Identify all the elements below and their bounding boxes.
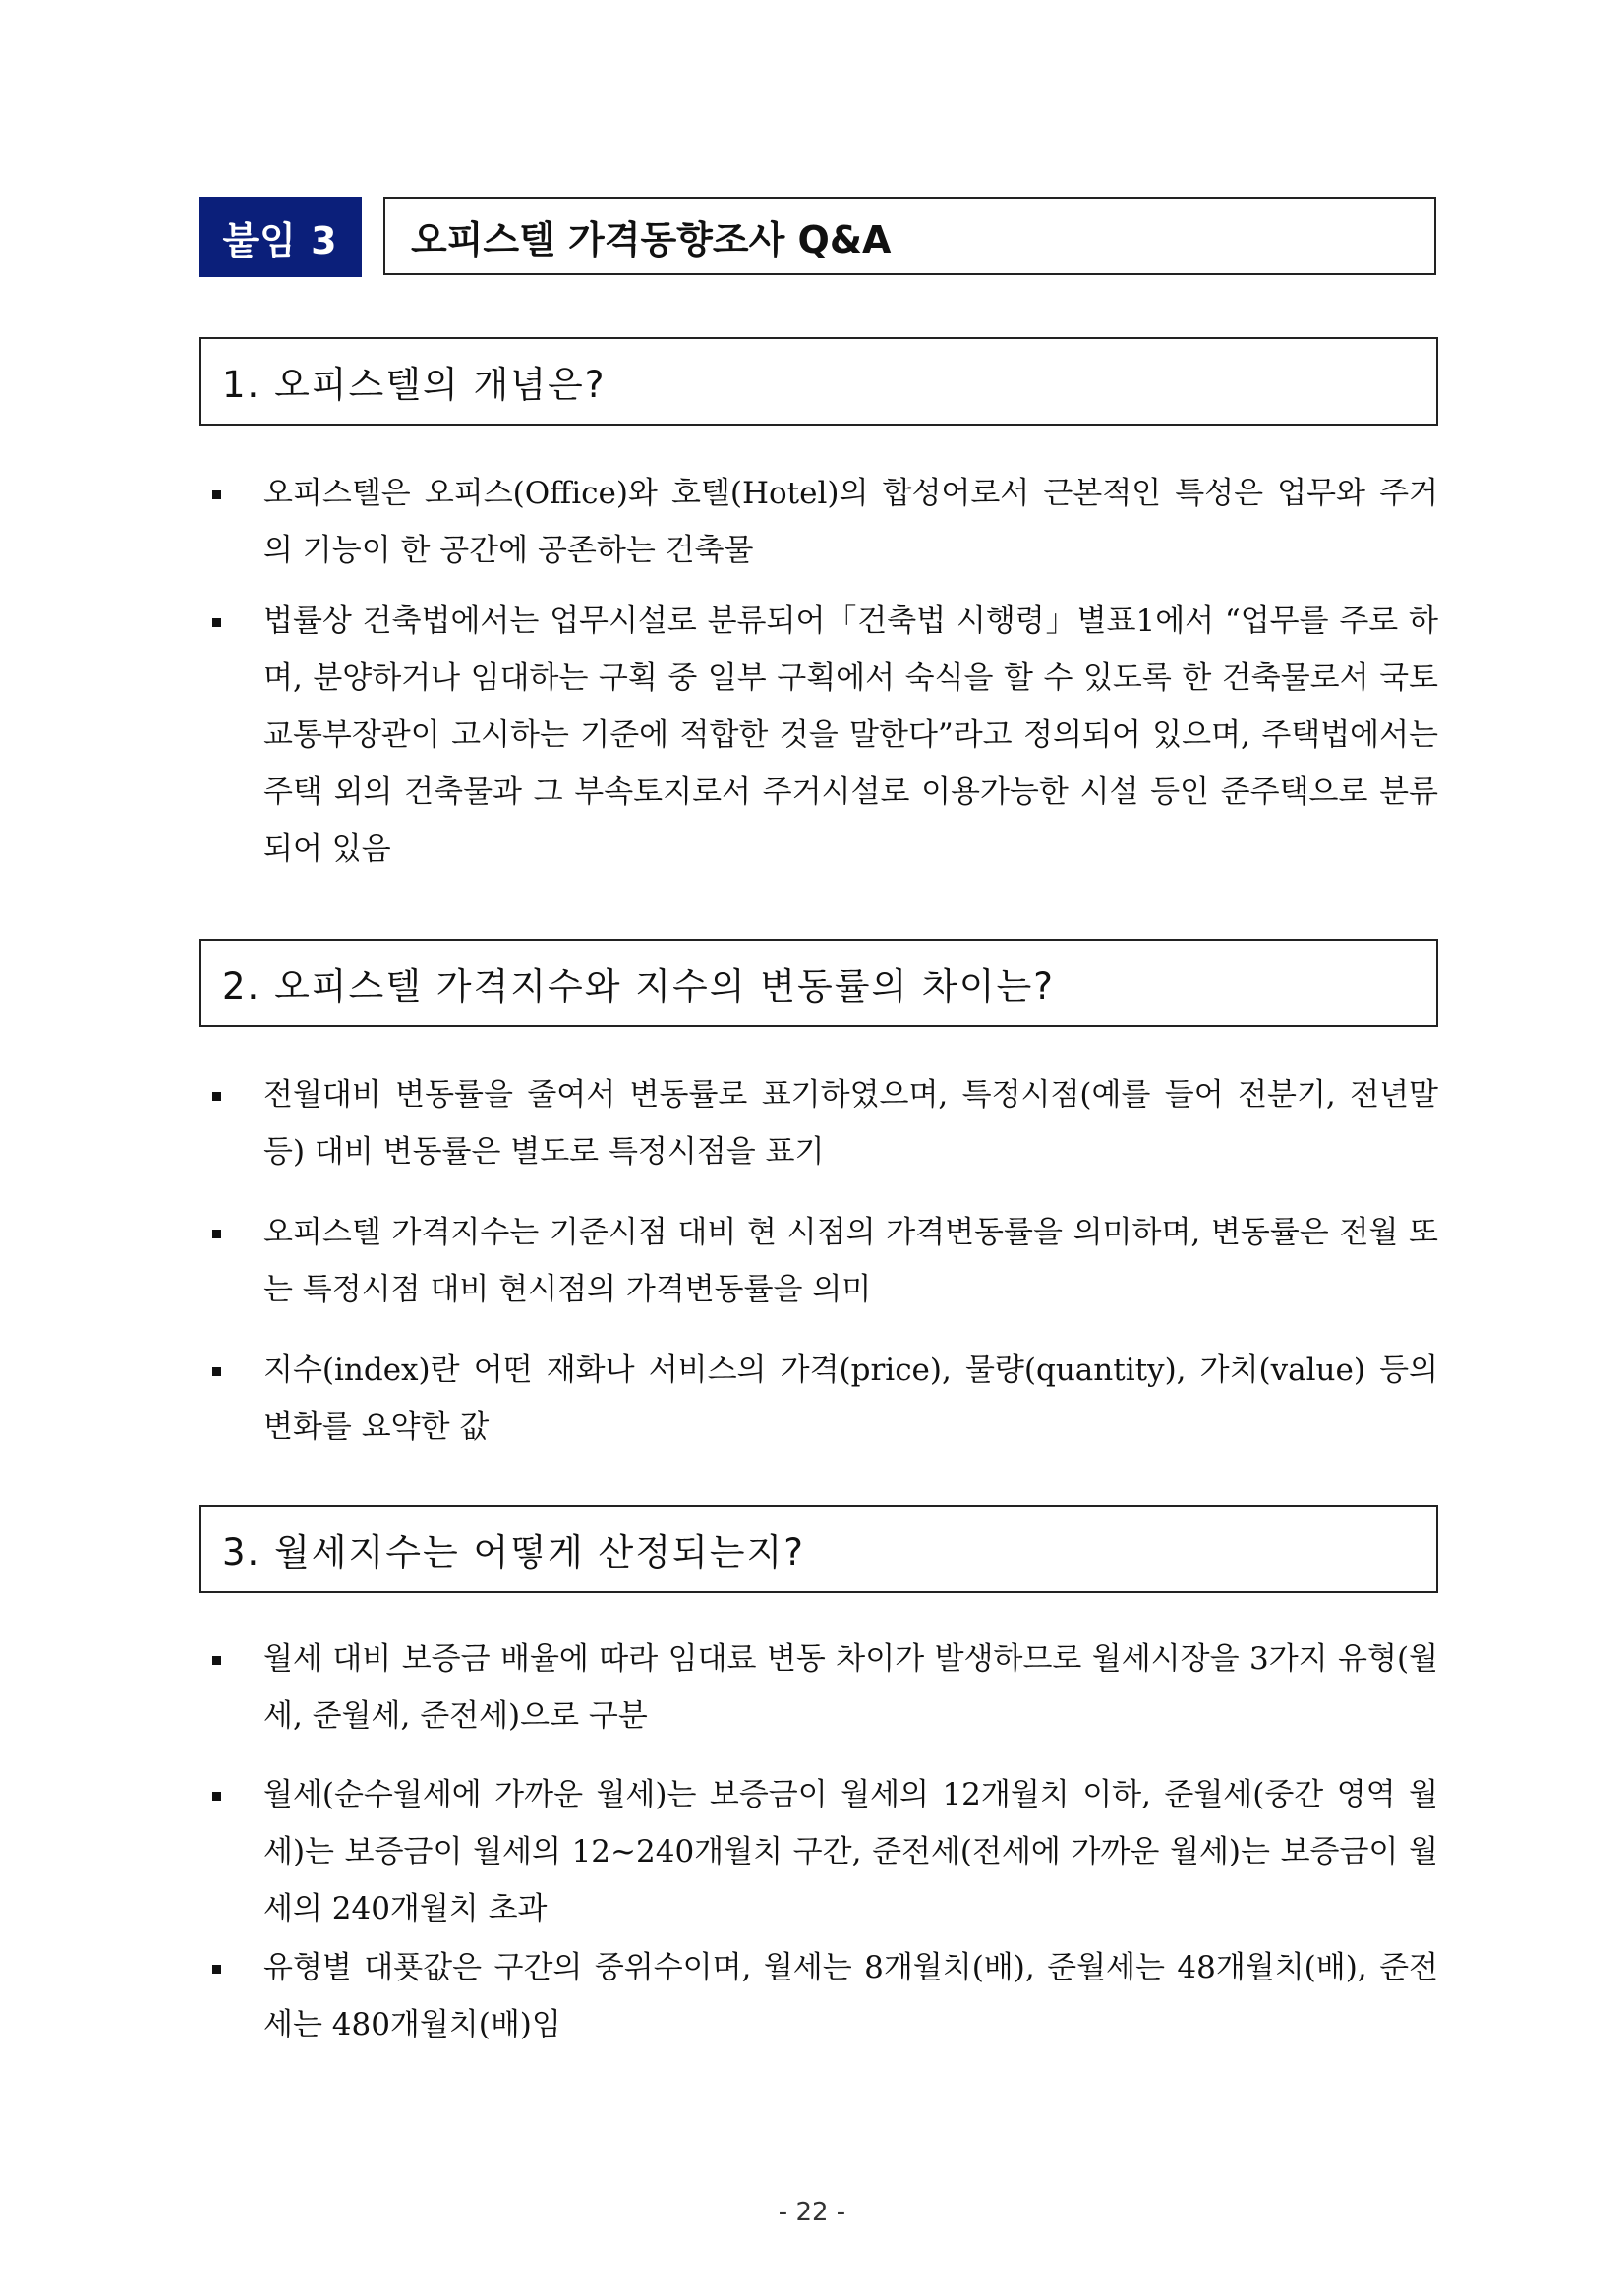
qa-section-1 (199, 337, 1438, 878)
answer-item: 오피스텔은 오피스(Office)와 호텔(Hotel)의 합성어로서 근본적인 특성은 업무와 주거의 기능이 한 공간에 공존하는 건축물 (199, 465, 1438, 579)
page-number: - 22 - (778, 2198, 846, 2227)
answer-item: 월세 대비 보증금 배율에 따라 임대료 변동 차이가 발생하므로 월세시장을 3가지 유형(월세, 준월세, 준전세)으로 구분 (199, 1631, 1438, 1745)
answer-item: 전월대비 변동률을 줄여서 변동률로 표기하였으며, 특정시점(예를 들어 전분기, 전년말 등) 대비 변동률은 별도로 특정시점을 표기 (199, 1066, 1438, 1180)
answer-item: 유형별 대푯값은 구간의 중위수이며, 월세는 8개월치(배), 준월세는 48개월치(배), 준전세는 480개월치(배)임 (199, 1939, 1438, 2053)
answer-item: 오피스텔 가격지수는 기준시점 대비 현 시점의 가격변동률을 의미하며, 변동률은 전월 또는 특정시점 대비 현시점의 가격변동률을 의미 (199, 1204, 1438, 1318)
answer-list (199, 1631, 1438, 2053)
appendix-header (199, 197, 1438, 277)
qa-section-3 (199, 1505, 1438, 2053)
qa-section-2 (199, 939, 1438, 1456)
answer-list (199, 465, 1438, 878)
answer-list (199, 1066, 1438, 1456)
question-heading: 3. 월세지수는 어떻게 산정되는지? (199, 1505, 1438, 1593)
appendix-badge: 붙임 3 (199, 197, 362, 277)
answer-item: 지수(index)란 어떤 재화나 서비스의 가격(price), 물량(quantity), 가치(value) 등의 변화를 요약한 값 (199, 1342, 1438, 1456)
page-title: 오피스텔 가격동향조사 Q&A (383, 197, 1436, 275)
answer-item: 법률상 건축법에서는 업무시설로 분류되어「건축법 시행령」별표1에서 “업무를 주로 하며, 분양하거나 임대하는 구획 중 일부 구획에서 숙식을 할 수 있도록 한 건축물로서 국토교통부장관이 고시하는 기준에 적합한 것을 말한다”라고 정의되어 있으며, 주택법에서는 주택 외의 건축물과 그 부속토지로서 주거시설로 이용가능한 시설 등인 준주택으로 분류되어 있음 (199, 593, 1438, 878)
answer-item: 월세(순수월세에 가까운 월세)는 보증금이 월세의 12개월치 이하, 준월세(중간 영역 월세)는 보증금이 월세의 12~240개월치 구간, 준전세(전세에 가까운 월세)는 보증금이 월세의 240개월치 초과 (199, 1766, 1438, 1937)
question-heading: 2. 오피스텔 가격지수와 지수의 변동률의 차이는? (199, 939, 1438, 1027)
question-heading: 1. 오피스텔의 개념은? (199, 337, 1438, 426)
